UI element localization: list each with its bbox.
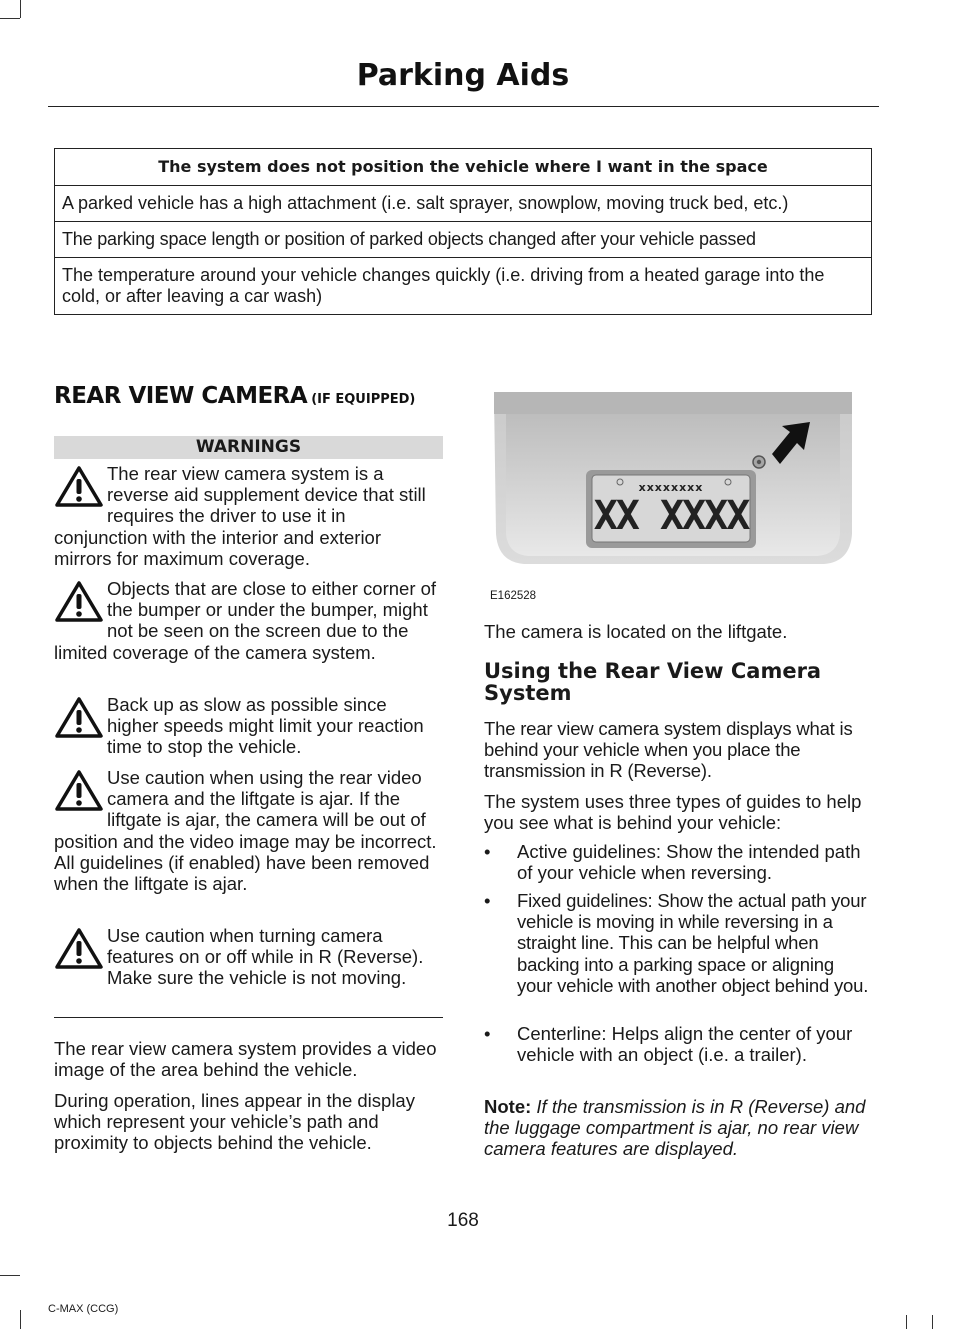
body-paragraph: The camera is located on the liftgate.	[484, 621, 788, 642]
body-paragraph: The rear view camera system provides a video image of the area behind the vehicle.	[54, 1038, 437, 1081]
page-number: 168	[447, 1210, 479, 1231]
body-paragraph: During operation, lines appear in the display which represent your vehicle’s path and proximity to objects behind the vehicle.	[54, 1090, 415, 1154]
subsection-heading: Using the Rear View Camera System	[484, 659, 822, 705]
warning-triangle-icon	[54, 465, 104, 509]
crop-mark	[20, 1310, 21, 1329]
list-item-text: Fixed guidelines: Show the actual path your vehicle is moving in while reversing in a straight line. This can be helpful when backing into a parking space or aligning your vehicle with another object behind you.	[517, 890, 869, 996]
warning-item	[54, 925, 443, 989]
body-paragraph: The system uses three types of guides to help you see what is behind your vehicle:	[484, 791, 862, 834]
section-title: REAR VIEW CAMERA	[54, 383, 308, 409]
warning-text: Use caution when turning camera features on or off while in R (Reverse). Make sure the vehicle is not moving.	[107, 925, 424, 989]
troubleshooting-table	[54, 148, 872, 315]
table-header: The system does not position the vehicle where I want in the space	[55, 149, 872, 186]
list-item-text: Centerline: Helps align the center of your vehicle with an object (i.e. a trailer).	[517, 1023, 853, 1066]
warning-item	[54, 694, 443, 758]
page-title: Parking Aids	[356, 58, 570, 93]
title-divider	[48, 106, 879, 107]
crop-mark	[0, 18, 20, 19]
figure-code: E162528	[490, 590, 537, 602]
warning-text: Use caution when using the rear video camera and the liftgate is ajar. If the liftgate is ajar, the camera will be out of position and the video image may be incorrect. All guidelines (if enabled) have been removed when the liftgate is ajar.	[54, 767, 437, 895]
bullet-marker: •	[484, 841, 491, 862]
warning-triangle-icon	[54, 769, 104, 813]
crop-mark	[932, 1315, 933, 1329]
list-item-text: Active guidelines: Show the intended path of your vehicle when reversing.	[517, 841, 861, 884]
warning-item	[54, 767, 443, 894]
list-item	[484, 841, 873, 883]
section-heading	[54, 383, 415, 409]
note-label: Note:	[484, 1096, 532, 1117]
list-item	[484, 890, 873, 996]
crop-mark	[20, 0, 21, 18]
note	[484, 1096, 873, 1160]
table-row: The parking space length or position of parked objects changed after your vehicle passed	[55, 222, 872, 258]
warning-text: Back up as slow as possible since higher speeds might limit your reaction time to stop the vehicle.	[107, 694, 424, 758]
list-item	[484, 1023, 873, 1065]
warning-triangle-icon	[54, 696, 104, 740]
warning-triangle-icon	[54, 927, 104, 971]
warning-item	[54, 463, 443, 569]
bullet-marker: •	[484, 890, 491, 911]
footer-model: C-MAX (CCG)	[48, 1303, 119, 1315]
bullet-marker: •	[484, 1023, 491, 1044]
plate-big-text: XX XXXX	[593, 493, 749, 539]
warnings-label: WARNINGS	[54, 436, 443, 459]
warnings-divider	[54, 1017, 443, 1018]
warning-text: The rear view camera system is a reverse aid supplement device that still requires the driver to use it in conjunction with the interior and exterior mirrors for maximum coverage.	[54, 463, 426, 569]
warning-text: Objects that are close to either corner of the bumper or under the bumper, might not be seen on the screen due to the limited coverage of the camera system.	[54, 578, 437, 663]
crop-mark	[0, 1275, 20, 1276]
note-text: If the transmission is in R (Reverse) and the luggage compartment is ajar, no rear view camera features are displayed.	[484, 1096, 866, 1160]
body-paragraph: The rear view camera system displays what is behind your vehicle when you place the transmission in R (Reverse).	[484, 718, 853, 782]
warning-triangle-icon	[54, 580, 104, 624]
warning-item	[54, 578, 443, 663]
crop-mark	[906, 1315, 907, 1329]
plate-small-text: xxxxxxxx	[638, 481, 704, 494]
table-row: A parked vehicle has a high attachment (i.e. salt sprayer, snowplow, moving truck bed, etc.)	[55, 186, 872, 222]
liftgate-camera-illustration	[484, 384, 873, 606]
table-row: The temperature around your vehicle changes quickly (i.e. driving from a heated garage into the cold, or after leaving a car wash)	[55, 258, 872, 315]
section-title-suffix: (IF EQUIPPED)	[311, 392, 416, 407]
